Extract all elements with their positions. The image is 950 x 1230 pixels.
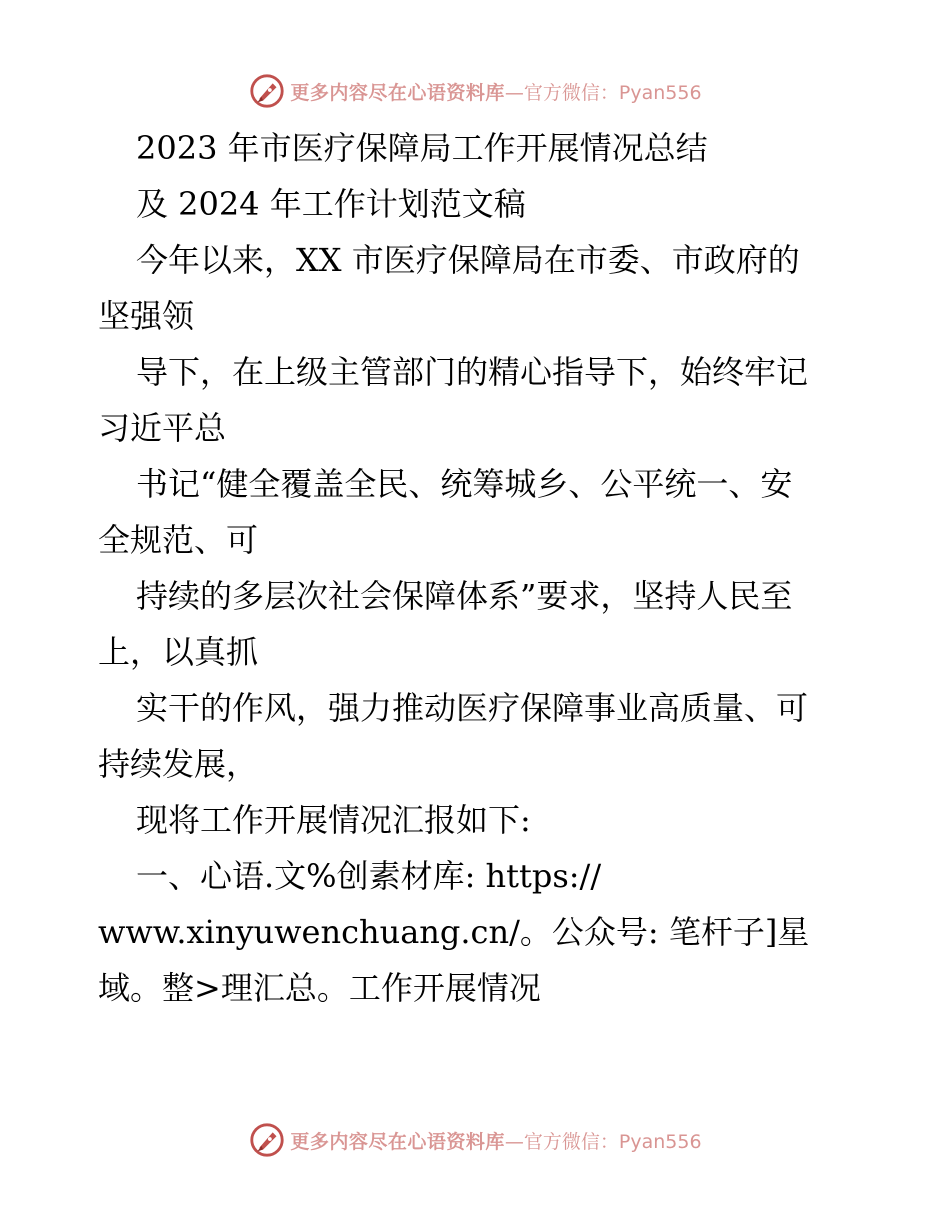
- document-line: 持续发展，: [98, 745, 259, 783]
- document-line: 导下，在上级主管部门的精心指导下，始终牢记: [136, 353, 809, 391]
- header-banner: [0, 71, 950, 111]
- banner-wechat: —官方微信：Pyan556: [504, 1130, 702, 1153]
- pen-nib-logo-icon: [248, 1121, 286, 1159]
- footer-banner: [0, 1120, 950, 1160]
- document-line: 一、心语.文%创素材库: https://: [136, 857, 602, 895]
- pen-nib-logo-icon: [248, 72, 286, 110]
- document-body: [98, 120, 858, 1016]
- document-line: 域。整>理汇总。工作开展情况: [98, 969, 541, 1007]
- document-line: 2023 年市医疗保障局工作开展情况总结: [136, 129, 708, 167]
- document-line: 全规范、可: [98, 521, 259, 559]
- banner-text: 更多内容尽在心语资料库: [290, 81, 505, 104]
- document-line: 上，以真抓: [98, 633, 259, 671]
- banner-wechat: —官方微信：Pyan556: [504, 81, 702, 104]
- document-line: 坚强领: [98, 297, 195, 335]
- document-line: 习近平总: [98, 409, 227, 447]
- banner-text: 更多内容尽在心语资料库: [290, 1130, 505, 1153]
- document-line: 持续的多层次社会保障体系”要求，坚持人民至: [136, 577, 793, 615]
- document-line: 及 2024 年工作计划范文稿: [136, 185, 526, 223]
- document-line: 书记“健全覆盖全民、统筹城乡、公平统一、安: [136, 465, 793, 503]
- document-line: www.xinyuwenchuang.cn/。公众号: 笔杆子]星: [98, 913, 810, 951]
- document-line: 现将工作开展情况汇报如下:: [136, 801, 531, 839]
- document-line: 今年以来，XX 市医疗保障局在市委、市政府的: [136, 241, 800, 279]
- document-line: 实干的作风，强力推动医疗保障事业高质量、可: [136, 689, 809, 727]
